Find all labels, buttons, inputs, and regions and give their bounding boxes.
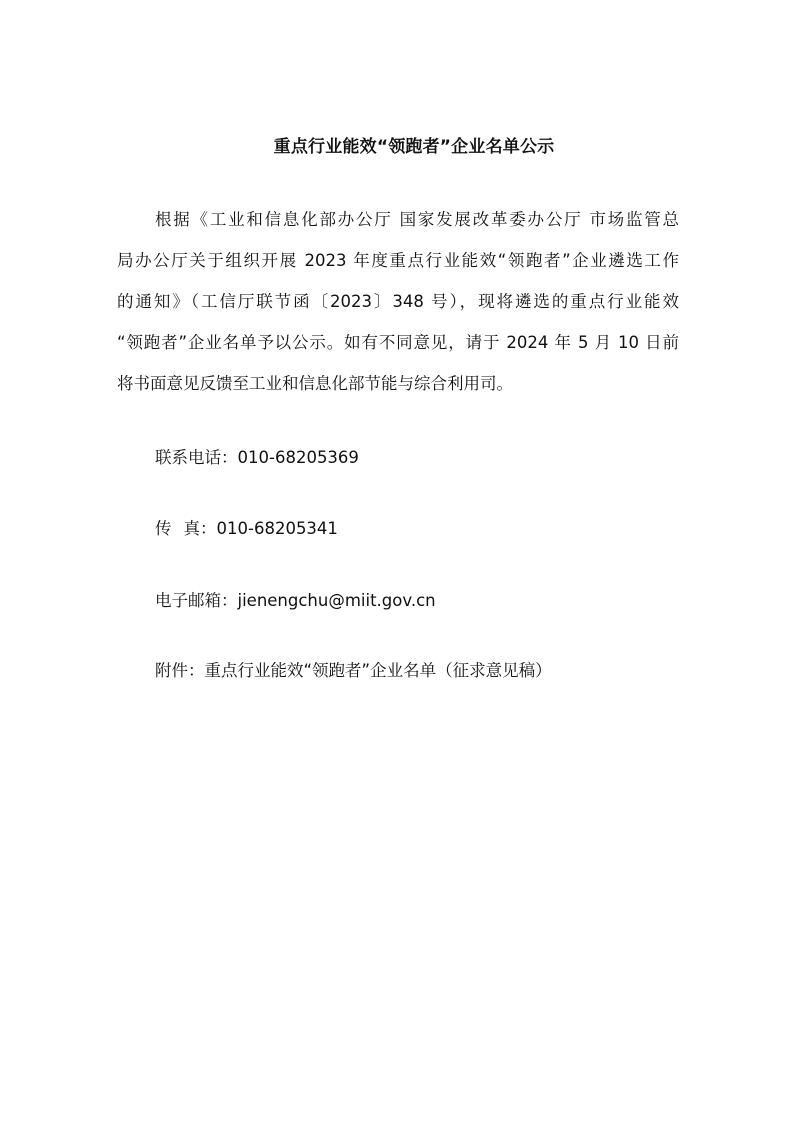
phone-value: 010-68205369 <box>237 448 359 467</box>
fax-value: 010-68205341 <box>216 519 338 538</box>
attachment-label: 附件： <box>155 661 205 680</box>
fax-label-rest: 真： <box>183 519 217 538</box>
document-title: 重点行业能效“领跑者”企业名单公示 <box>273 137 555 157</box>
notice-paragraph <box>117 199 679 404</box>
contact-fax <box>155 514 338 544</box>
email-label: 电子邮箱： <box>155 591 238 610</box>
contact-phone <box>155 443 359 473</box>
paragraph-line: 的通知》（工信厅联节函〔2023〕348 号），现将遴选的重点行业能效 <box>117 292 679 311</box>
paragraph-line: 局办公厅关于组织开展 2023 年度重点行业能效“领跑者”企业遴选工作 <box>117 251 679 270</box>
fax-label-first: 传 <box>155 519 184 538</box>
paragraph-line: 根据《工业和信息化部办公厅 国家发展改革委办公厅 市场监管总 <box>155 210 679 229</box>
contact-email <box>155 586 436 616</box>
attachment-note <box>155 656 552 686</box>
phone-label: 联系电话： <box>155 448 238 467</box>
attachment-value: 重点行业能效“领跑者”企业名单（征求意见稿） <box>204 661 552 680</box>
paragraph-line: 将书面意见反馈至工业和信息化部节能与综合利用司。 <box>117 374 513 393</box>
email-value: jienengchu@miit.gov.cn <box>237 591 436 610</box>
paragraph-line: “领跑者”企业名单予以公示。如有不同意见，请于 2024 年 5 月 10 日前 <box>117 333 679 352</box>
